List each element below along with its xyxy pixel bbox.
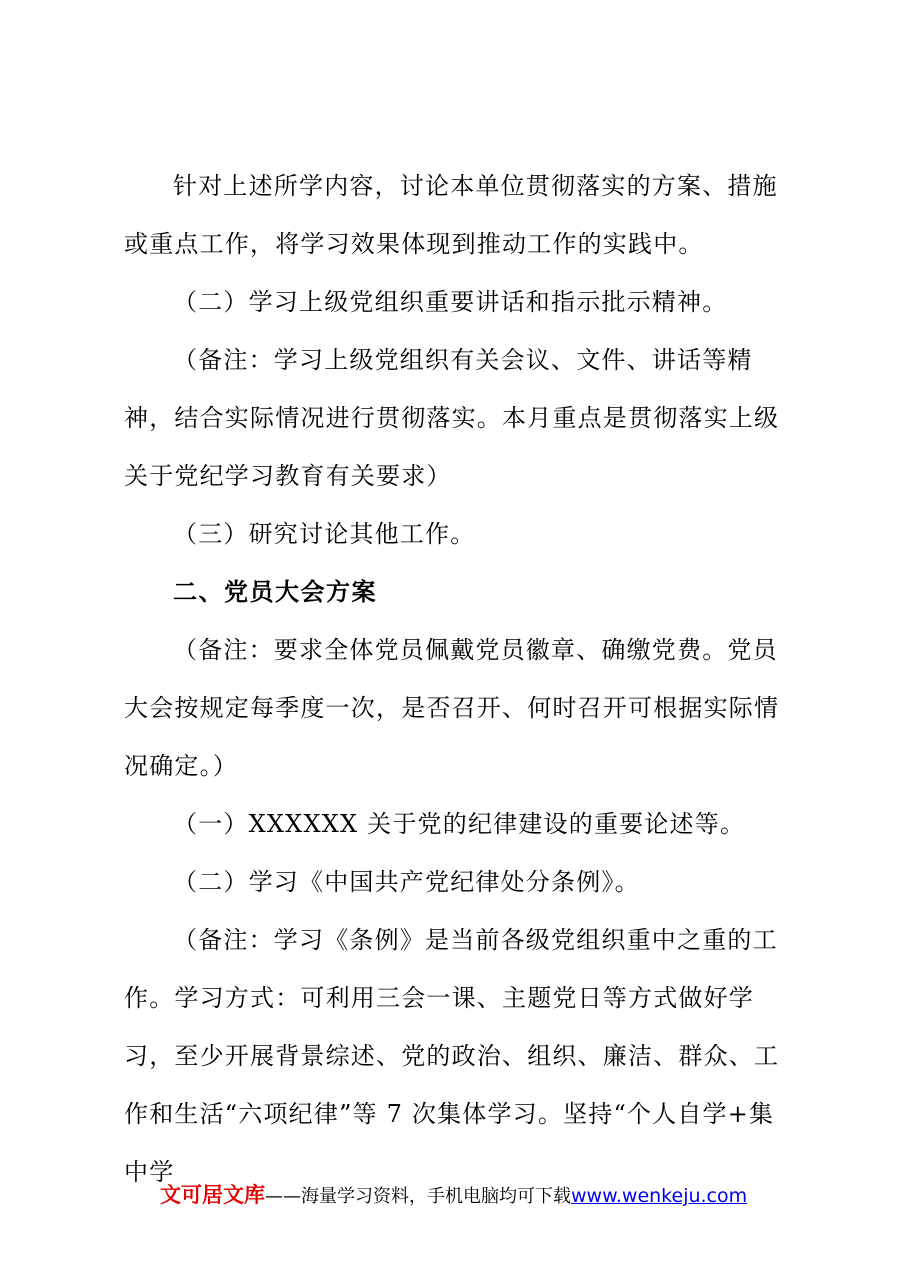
footer-tagline: ——海量学习资料，手机电脑均可下载: [265, 1186, 571, 1207]
paragraph-item-two-study: （二）学习上级党组织重要讲话和指示批示精神。: [173, 288, 728, 316]
paragraph-item-one-discipline: （一）XXXXXX 关于党的纪律建设的重要论述等。: [173, 810, 746, 838]
paragraph-note-superior-spirit: （备注：学习上级党组织有关会议、文件、讲话等精神，结合实际情况进行贯彻落实。本月重点是贯彻落实上级关于党纪学习教育有关要求）: [124, 346, 780, 490]
paragraph-note-party-meeting: （备注：要求全体党员佩戴党员徽章、确缴党费。党员大会按规定每季度一次，是否召开、何时召开可根据实际情况确定。）: [124, 636, 780, 780]
section-heading-party-meeting: 二、党员大会方案: [173, 578, 377, 606]
footer-brand: 文可居文库: [160, 1183, 265, 1207]
paragraph-item-three-other-work: （三）研究讨论其他工作。: [173, 520, 476, 548]
footer-banner: [160, 1180, 800, 1212]
footer-website-link[interactable]: www.wenkeju.com: [571, 1185, 748, 1207]
paragraph-note-study-method: （备注：学习《条例》是当前各级党组织重中之重的工作。学习方式：可利用三会一课、主题党日等方式做好学习，至少开展背景综述、党的政治、组织、廉洁、群众、工作和生活“六项纪律”等 7 次集体学习。坚持“个人自学+集中学: [124, 926, 780, 1186]
paragraph-discussion-plan: 针对上述所学内容，讨论本单位贯彻落实的方案、措施或重点工作，将学习效果体现到推动工作的实践中。: [124, 172, 778, 258]
paragraph-item-two-regulations: （二）学习《中国共产党纪律处分条例》。: [173, 868, 640, 896]
